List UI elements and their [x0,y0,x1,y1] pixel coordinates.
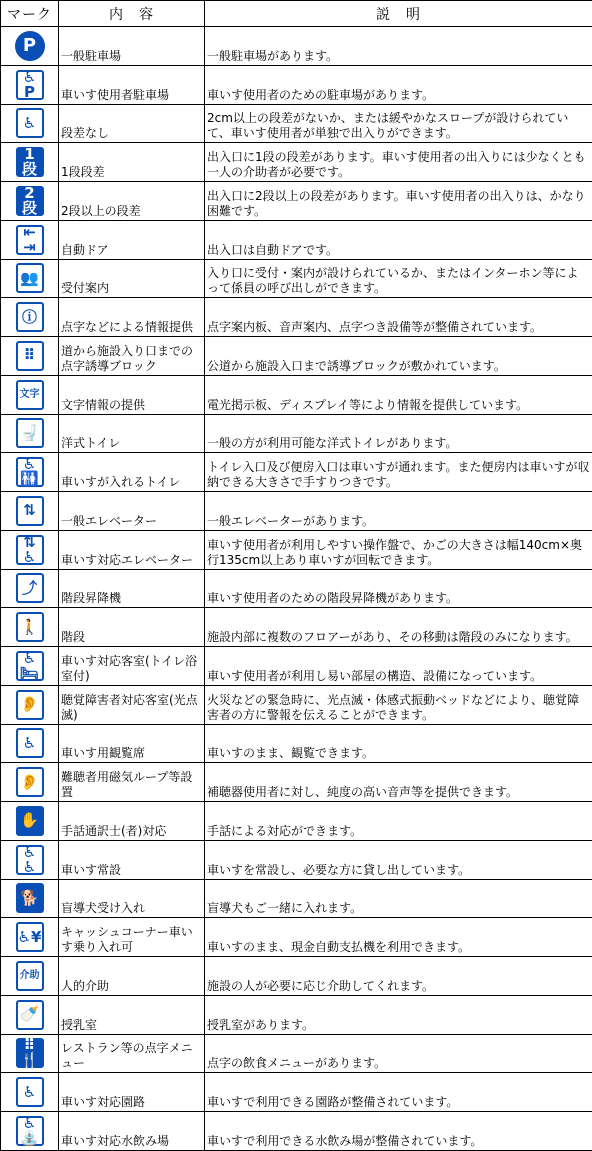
accessible-fountain-icon: ♿⛲ [16,1116,44,1146]
content-cell: 道から施設入り口までの点字誘導ブロック [59,337,205,376]
content-cell: 一般駐車場 [59,27,205,66]
mark-cell [1,375,59,414]
mark-cell [1,182,59,221]
legend-row [1,1112,592,1151]
two-steps-icon: 2段 [16,186,44,216]
description-cell: 点字案内板、音声案内、点字つき設備等が整備されています。 [205,298,592,337]
mark-cell [1,685,59,724]
legend-row [1,1073,592,1112]
content-cell: 車いす対応水飲み場 [59,1112,205,1151]
legend-row [1,647,592,686]
content-cell: キャッシュコーナー車いす乗り入れ可 [59,918,205,957]
description-cell: 補聴器使用者に対し、純度の高い音声等を提供できます。 [205,763,592,802]
description-cell: 電光掲示板、ディスプレイ等により情報を提供しています。 [205,375,592,414]
legend-row [1,569,592,608]
legend-row [1,879,592,918]
description-cell: 車いすを常設し、必要な方に貸し出しています。 [205,840,592,879]
content-cell: 車いすが入れるトイレ [59,453,205,492]
content-cell: 一般エレベーター [59,492,205,531]
content-cell: 文字情報の提供 [59,375,205,414]
legend-row [1,27,592,66]
description-cell: 施設の人が必要に応じ介助してくれます。 [205,957,592,996]
content-cell: 車いす使用者駐車場 [59,65,205,104]
mark-cell [1,530,59,569]
legend-row [1,143,592,182]
content-cell: 車いす対応エレベーター [59,530,205,569]
mark-cell [1,1034,59,1073]
mark-cell [1,569,59,608]
description-cell: 車いすで利用できる園路が整備されています。 [205,1073,592,1112]
legend-row [1,182,592,221]
description-cell: 出入口は自動ドアです。 [205,220,592,259]
wheelchair-seating-icon: ♿ [16,728,44,758]
legend-row [1,724,592,763]
mark-cell [1,453,59,492]
description-cell: 一般の方が利用可能な洋式トイレがあります。 [205,414,592,453]
header-description: 説 明 [205,1,592,27]
legend-row [1,840,592,879]
legend-body [1,27,592,1151]
mark-cell [1,608,59,647]
mark-cell [1,337,59,376]
mark-cell [1,259,59,298]
content-cell: 車いす対応園路 [59,1073,205,1112]
automatic-door-icon: ⇤⇥ [16,225,44,255]
legend-row [1,337,592,376]
mark-cell [1,414,59,453]
legend-row [1,530,592,569]
accessible-garden-icon: ♿ [16,1077,44,1107]
description-cell: 出入口に2段以上の段差があります。車いす使用者の出入りは、かなり困難です。 [205,182,592,221]
description-cell: 手話による対応ができます。 [205,802,592,841]
wheelchair-rental-icon: ♿♿ [16,845,44,875]
description-cell: 車いす使用者のための駐車場があります。 [205,65,592,104]
content-cell: 階段 [59,608,205,647]
description-cell: 車いすのまま、観覧できます。 [205,724,592,763]
legend-row [1,608,592,647]
braille-menu-icon: ⠿🍴 [16,1038,44,1068]
legend-row [1,104,592,143]
legend-row [1,259,592,298]
content-cell: 段差なし [59,104,205,143]
mark-cell [1,104,59,143]
content-cell: 授乳室 [59,995,205,1034]
content-cell: 2段以上の段差 [59,182,205,221]
legend-row [1,763,592,802]
legend-row [1,375,592,414]
description-cell: 車いす使用者が利用し易い部屋の構造、設備になっています。 [205,647,592,686]
mark-cell [1,298,59,337]
mark-cell [1,492,59,531]
legend-row [1,298,592,337]
mark-cell [1,763,59,802]
mark-cell [1,65,59,104]
mark-cell [1,879,59,918]
mark-cell [1,995,59,1034]
content-cell: 手話通訳士(者)対応 [59,802,205,841]
nursing-room-icon: 🍼 [16,1000,44,1030]
accessible-toilet-icon: ♿🚻 [16,457,44,487]
content-cell: 受付案内 [59,259,205,298]
mark-cell [1,647,59,686]
description-cell: 点字の飲食メニューがあります。 [205,1034,592,1073]
legend-row [1,685,592,724]
mark-cell [1,220,59,259]
content-cell: 洋式トイレ [59,414,205,453]
header-mark: マーク [1,1,59,27]
content-cell: 点字などによる情報提供 [59,298,205,337]
wheelchair-parking-icon: ♿P [16,70,44,100]
header-row [1,1,592,27]
description-cell: 車いすで利用できる水飲み場が整備されています。 [205,1112,592,1151]
legend-row [1,414,592,453]
legend-row [1,957,592,996]
content-cell: 車いす対応客室(トイレ浴室付) [59,647,205,686]
description-cell: 出入口に1段の段差があります。車いす使用者の出入りには少なくとも一人の介助者が必要です。 [205,143,592,182]
content-cell: 階段昇降機 [59,569,205,608]
mark-cell [1,918,59,957]
braille-information-icon: ⓘ [16,302,44,332]
guide-dog-icon: 🐕 [16,883,44,913]
mark-cell [1,27,59,66]
mark-cell [1,143,59,182]
accessible-room-icon: ♿🛏 [16,651,44,681]
one-step-icon: 1段 [16,147,44,177]
content-cell: 人的介助 [59,957,205,996]
description-cell: 車いすのまま、現金自動支払機を利用できます。 [205,918,592,957]
content-cell: 車いす常設 [59,840,205,879]
content-cell: レストラン等の点字メニュー [59,1034,205,1073]
elevator-icon: ⇅ [16,496,44,526]
text-information-icon: 文字 [16,380,44,410]
mark-cell [1,957,59,996]
legend-row [1,995,592,1034]
header-content: 内 容 [59,1,205,27]
mark-cell [1,1073,59,1112]
legend-row [1,918,592,957]
mark-cell [1,802,59,841]
stair-lift-icon: ⤴ [16,573,44,603]
description-cell: 火災などの緊急時に、光点滅・体感式振動ベッドなどにより、聴覚障害者の方に警報を伝えることができます。 [205,685,592,724]
legend-row [1,492,592,531]
legend-row [1,1034,592,1073]
content-cell: 聴覚障害者対応客室(光点滅) [59,685,205,724]
content-cell: 盲導犬受け入れ [59,879,205,918]
description-cell: トイレ入口及び便房入口は車いすが通れます。また便房内は車いすが収納できる大きさで手すりつきです。 [205,453,592,492]
description-cell: 公道から施設入口まで誘導ブロックが敷かれています。 [205,337,592,376]
accessible-elevator-icon: ⇅♿ [16,535,44,565]
content-cell: 1段段差 [59,143,205,182]
mark-cell [1,1112,59,1151]
western-toilet-icon: 🚽 [16,418,44,448]
assistance-icon: 介助 [16,961,44,991]
wheelchair-icon: ♿ [16,108,44,138]
description-cell: 2cm以上の段差がないか、または緩やかなスロープが設けられていて、車いす使用者が単独で出入りができます。 [205,104,592,143]
description-cell: 一般エレベーターがあります。 [205,492,592,531]
description-cell: 盲導犬もご一緒に入れます。 [205,879,592,918]
hearing-loop-icon: 👂 [16,767,44,797]
description-cell: 車いす使用者のための階段昇降機があります。 [205,569,592,608]
hearing-impaired-room-icon: 👂 [16,690,44,720]
content-cell: 車いす用観覧席 [59,724,205,763]
content-cell: 難聴者用磁気ループ等設置 [59,763,205,802]
mark-cell [1,840,59,879]
description-cell: 授乳室があります。 [205,995,592,1034]
description-cell: 一般駐車場があります。 [205,27,592,66]
tactile-paving-icon: ⠿ [16,341,44,371]
description-cell: 入り口に受付・案内が設けられているか、またはインターホン等によって係員の呼び出しができます。 [205,259,592,298]
legend-row [1,453,592,492]
parking-icon: P [15,31,45,61]
legend-row [1,65,592,104]
description-cell: 施設内部に複数のフロアーがあり、その移動は階段のみになります。 [205,608,592,647]
reception-icon: 👥 [16,263,44,293]
legend-row [1,802,592,841]
legend-row [1,220,592,259]
mark-cell [1,724,59,763]
content-cell: 自動ドア [59,220,205,259]
atm-wheelchair-icon: ♿¥ [16,922,44,952]
sign-language-icon: ✋ [16,806,44,836]
stairs-icon: 🚶 [16,612,44,642]
description-cell: 車いす使用者が利用しやすい操作盤で、かごの大きさは幅140cm×奥行135cm以上あり車いすが回転できます。 [205,530,592,569]
